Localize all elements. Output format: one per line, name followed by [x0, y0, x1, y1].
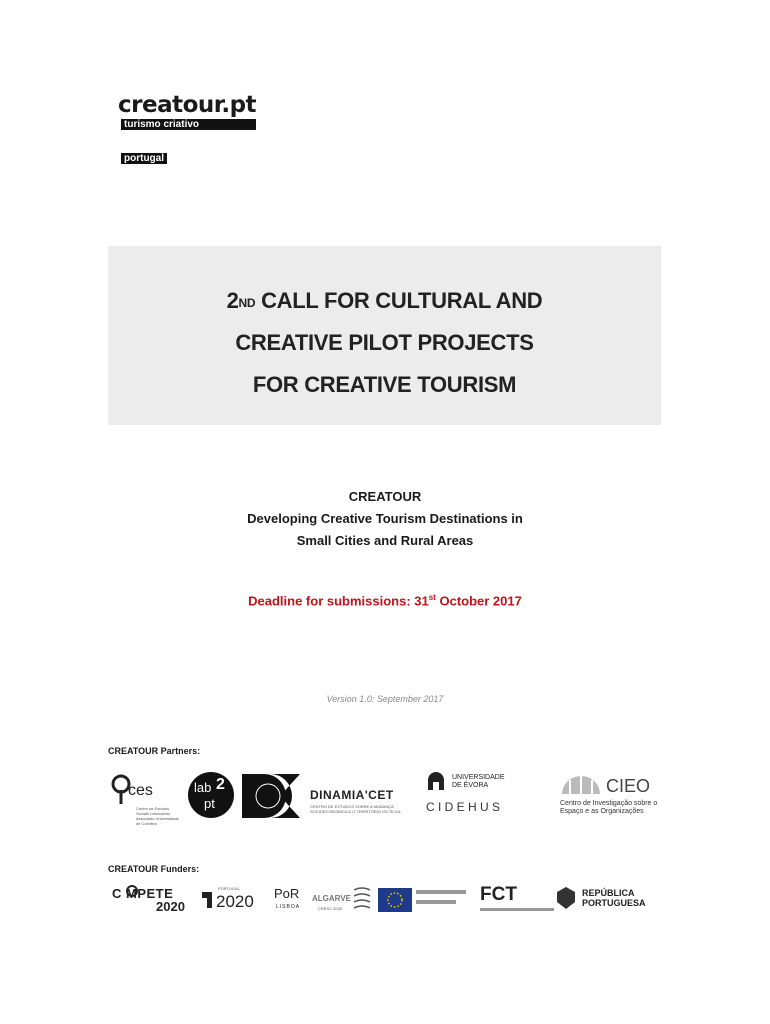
title-line-2: CREATIVE PILOT PROJECTS [235, 330, 534, 355]
creatour-logo [118, 92, 256, 166]
por-text: PoR [274, 886, 300, 901]
eu-caption-line-2 [416, 900, 456, 904]
republica-emblem-icon [556, 886, 576, 910]
logo-brand: creatour.pt [118, 92, 257, 118]
algarve-subtext: CRESC 2020 [318, 906, 343, 911]
title-line-1 [108, 280, 661, 322]
title-box [108, 246, 661, 425]
version-note: Version 1.0: September 2017 [326, 694, 444, 704]
ces-subtext: Centro de Estudos Sociais Laboratório Associado Universidade de Coimbra [136, 806, 179, 826]
title-line-1-text: CALL FOR CULTURAL AND [261, 288, 543, 313]
dinamia-text: DINAMIA'CET [310, 788, 394, 802]
fct-logo [480, 884, 556, 914]
compete-year: 2020 [156, 899, 185, 914]
portugal2020-icon [200, 890, 214, 910]
funders-label: CREATOUR Funders: [108, 864, 200, 874]
cidehus-text: C I D E H U S [426, 800, 501, 814]
eu-caption-line-1 [416, 890, 466, 894]
cieo-icon [560, 774, 602, 796]
evora-icon [426, 772, 446, 792]
title-ordinal: 2 [226, 288, 239, 313]
compete-text: C MPETE [112, 886, 174, 901]
subtitle-block [0, 486, 770, 552]
algarve-logo [308, 884, 364, 916]
dinamia-subtext: CENTRO DE ESTUDOS SOBRE A MUDANÇA SOCIOECONÓMICA E O TERRITÓRIO ISCTE-IUL [310, 804, 402, 814]
portugal-small-text: PORTUGAL [218, 886, 240, 891]
funders-logos [108, 882, 658, 918]
algarve-waves-icon [352, 884, 372, 912]
lab2pt-logo [188, 772, 234, 818]
project-name: CREATOUR [348, 489, 422, 504]
deadline-text-2: October 2017 [435, 593, 522, 609]
republica-text-a: REPÚBLICA [582, 888, 635, 898]
lab2pt-text-c: pt [204, 796, 215, 811]
eu-logo [378, 886, 466, 914]
partners-label: CREATOUR Partners: [108, 746, 201, 756]
deadline-sup: st [428, 593, 436, 602]
dinamia-logo [240, 772, 415, 822]
cieo-subtext: Centro de Investigação sobre o Espaço e as Organizações [560, 800, 658, 815]
republica-text-b: PORTUGUESA [582, 898, 646, 908]
evora-logo [426, 772, 546, 822]
eu-flag-icon [378, 888, 412, 912]
algarve-text: ALGARVE [312, 894, 351, 903]
republica-logo [556, 886, 656, 914]
dinamia-icon [240, 772, 302, 820]
logo-tagline-2: portugal [121, 153, 167, 164]
evora-text-a: UNIVERSIDADE [452, 774, 505, 781]
compete-logo [112, 886, 192, 916]
lab2pt-text-a: lab [194, 780, 212, 795]
lisboa-text: LISBOA [276, 904, 301, 910]
portugal2020-text: 2020 [216, 892, 254, 911]
project-desc-2: Small Cities and Rural Areas [296, 533, 474, 548]
por-lisboa-logo [274, 886, 302, 916]
portugal2020-logo [200, 886, 270, 916]
deadline [0, 593, 770, 608]
lab2pt-text-b: 2 [216, 776, 225, 793]
fct-caption-line [480, 908, 554, 911]
logo-tagline-1: turismo criativo [121, 119, 256, 130]
evora-text-b: DE ÉVORA [452, 782, 489, 789]
project-desc-1: Developing Creative Tourism Destinations in [247, 511, 523, 526]
partners-logos [108, 770, 658, 830]
fct-text: FCT [480, 884, 517, 905]
deadline-text-1: Deadline for submissions: 31 [248, 593, 429, 609]
title-line-3: FOR CREATIVE TOURISM [252, 372, 517, 397]
ces-logo [110, 774, 180, 826]
cieo-logo [560, 774, 660, 822]
ces-text: ces [128, 782, 153, 799]
title-ordinal-sup: ND [238, 296, 256, 310]
compete-o-icon [126, 885, 138, 897]
cieo-text: CIEO [606, 776, 651, 796]
